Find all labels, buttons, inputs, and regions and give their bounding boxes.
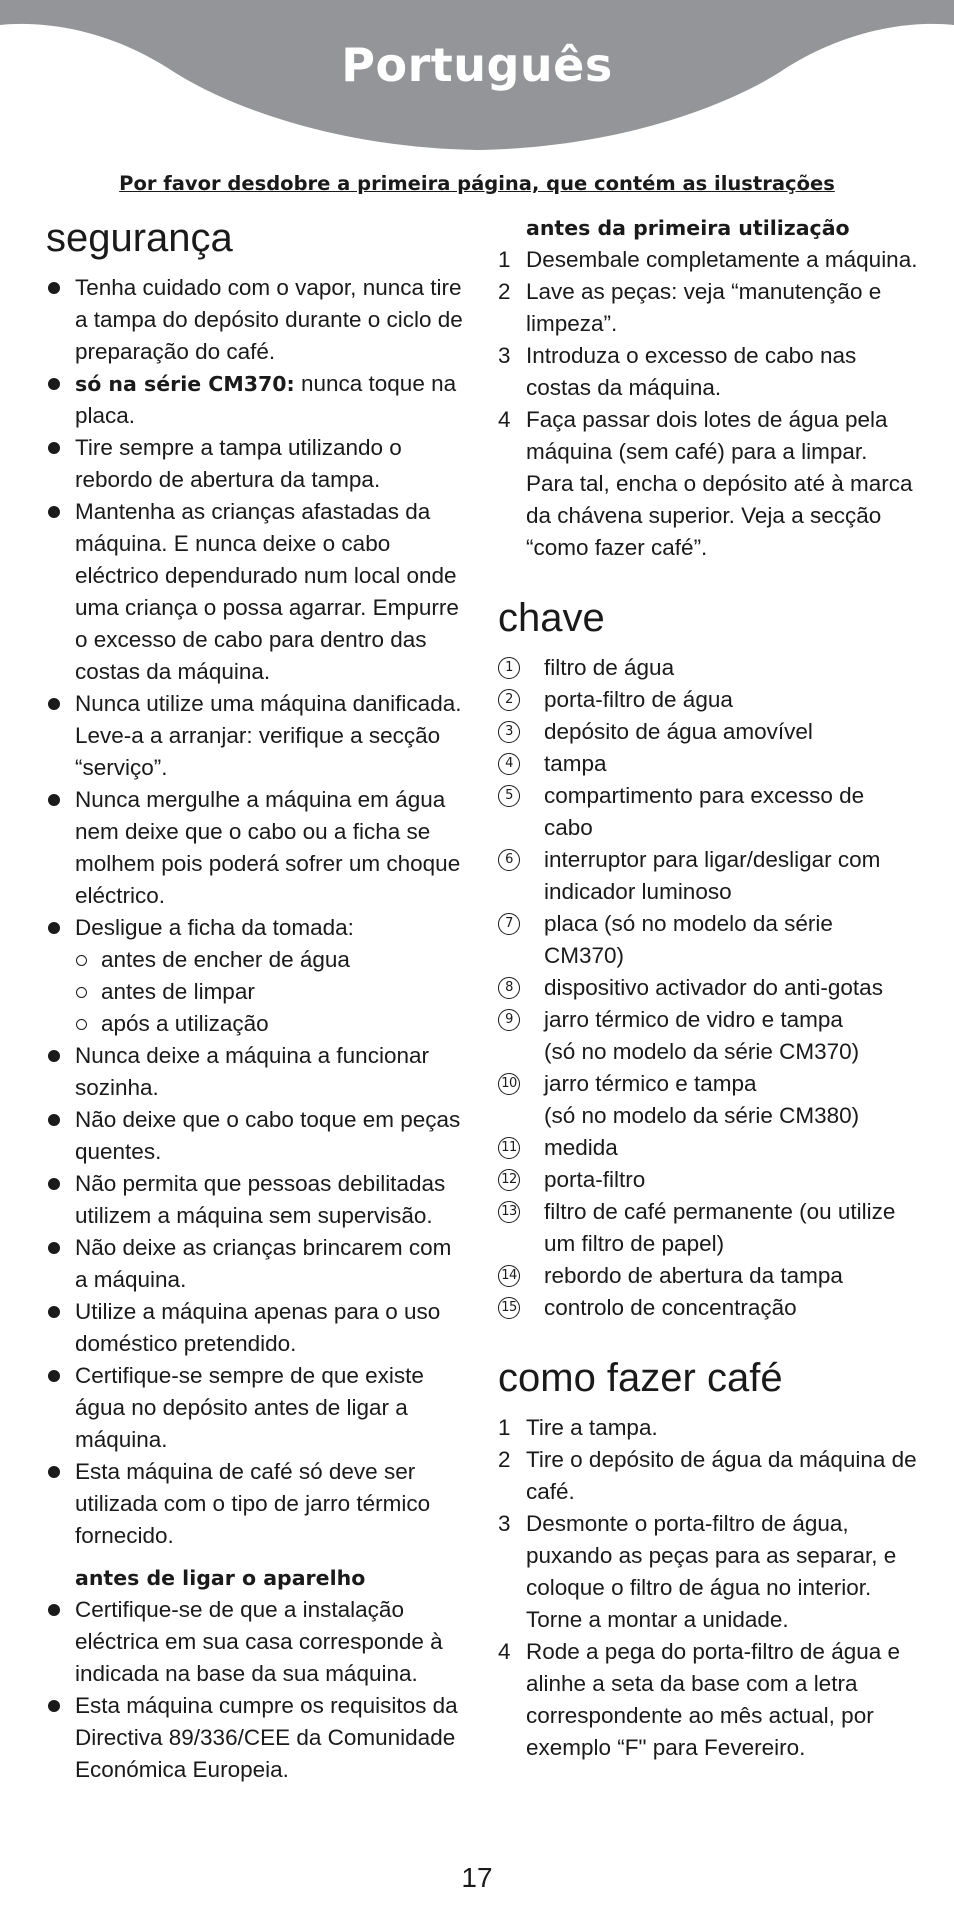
bullet-icon — [48, 506, 60, 518]
bullet-icon — [48, 378, 60, 390]
step-item: 3 Desmonte o porta-filtro de água, puxando as peças para as separar, e coloque o filtro de água no interior. Torne a montar a unidade. — [498, 1511, 897, 1632]
bullet-icon — [48, 1242, 60, 1254]
circled-number-icon: 11 — [498, 1137, 520, 1159]
bullet-icon — [48, 922, 60, 934]
list-item: Nunca deixe a máquina a funcionar sozinha. — [46, 1040, 466, 1104]
key-item: 10 jarro térmico e tampa (só no modelo da série CM380) — [498, 1068, 918, 1132]
key-item: 9 jarro térmico de vidro e tampa (só no modelo da série CM370) — [498, 1004, 918, 1068]
step-item: 1 Tire a tampa. — [498, 1415, 658, 1440]
subheading-primeira-utilizacao: antes da primeira utilização — [526, 216, 850, 240]
bullet-icon — [48, 698, 60, 710]
circled-number-icon: 13 — [498, 1201, 520, 1223]
bold-lead: só na série CM370: — [75, 372, 295, 396]
first-use-steps — [498, 244, 918, 564]
list-item: Tire sempre a tampa utilizando o rebordo de abertura da tampa. — [46, 432, 466, 496]
list-item: Esta máquina cumpre os requisitos da Directiva 89/336/CEE da Comunidade Económica Europeia. — [46, 1690, 466, 1786]
step-item: 1 Desembale completamente a máquina. — [498, 247, 918, 272]
list-item: Esta máquina de café só deve ser utilizada com o tipo de jarro térmico fornecido. — [46, 1456, 466, 1552]
key-item: 5 compartimento para excesso de cabo — [498, 780, 918, 844]
list-item: Certifique-se de que a instalação eléctrica em sua casa corresponde à indicada na base da sua máquina. — [46, 1594, 466, 1690]
circle-bullet-icon — [76, 1019, 87, 1030]
circled-number-icon: 3 — [498, 721, 520, 743]
circled-number-icon: 14 — [498, 1265, 520, 1287]
key-item: 12 porta-filtro — [498, 1164, 918, 1196]
circled-number-icon: 9 — [498, 1009, 520, 1031]
bullet-icon — [48, 1050, 60, 1062]
sub-list-item: após a utilização — [75, 1008, 466, 1040]
list-item: Nunca utilize uma máquina danificada. Leve-a a arranjar: verifique a secção “serviço”. — [46, 688, 466, 784]
list-item: Desligue a ficha da tomada: antes de encher de água antes de limpar após a utilização — [46, 912, 466, 1040]
sub-list-item: antes de encher de água — [75, 944, 466, 976]
list-item: Mantenha as crianças afastadas da máquina. E nunca deixe o cabo eléctrico dependurado num local onde uma criança o possa agarrar. Empurre o excesso de cabo para dentro das costas da máquina. — [46, 496, 466, 688]
circled-number-icon: 8 — [498, 977, 520, 999]
sub-list-item: antes de limpar — [75, 976, 466, 1008]
bullet-icon — [48, 1306, 60, 1318]
list-item: Não permita que pessoas debilitadas utilizem a máquina sem supervisão. — [46, 1168, 466, 1232]
list-item: Tenha cuidado com o vapor, nunca tire a tampa do depósito durante o ciclo de preparação do café. — [46, 272, 466, 368]
circled-number-icon: 12 — [498, 1169, 520, 1191]
bullet-icon — [48, 1604, 60, 1616]
key-item: 8 dispositivo activador do anti-gotas — [498, 972, 918, 1004]
step-item: 4 Rode a pega do porta-filtro de água e alinhe a seta da base com a letra correspondente ao mês actual, por exemplo “F" para Fevereiro. — [498, 1639, 901, 1760]
key-item: 4 tampa — [498, 748, 918, 780]
header-band — [0, 0, 954, 160]
bullet-icon — [48, 1178, 60, 1190]
step-item: 4 Faça passar dois lotes de água pela máquina (sem café) para a limpar. Para tal, encha o depósito até à marca da chávena superior. Veja a secção “como fazer café”. — [498, 407, 913, 560]
brewing-steps — [498, 1412, 918, 1764]
before-connecting-list — [46, 1594, 466, 1786]
step-item: 2 Lave as peças: veja “manutenção e limpeza”. — [498, 279, 882, 336]
section-heading-chave: chave — [498, 596, 605, 640]
safety-list — [46, 272, 466, 1552]
subheading-antes-de-ligar: antes de ligar o aparelho — [75, 1566, 366, 1590]
key-item: 7 placa (só no modelo da série CM370) — [498, 908, 918, 972]
list-item: só na série CM370: nunca toque na placa. — [46, 368, 466, 432]
section-heading-como-fazer-cafe: como fazer café — [498, 1356, 783, 1400]
bullet-icon — [48, 1466, 60, 1478]
bullet-icon — [48, 794, 60, 806]
bullet-icon — [48, 1370, 60, 1382]
circle-bullet-icon — [76, 987, 87, 998]
circled-number-icon: 7 — [498, 913, 520, 935]
bullet-icon — [48, 282, 60, 294]
bullet-icon — [48, 442, 60, 454]
circled-number-icon: 4 — [498, 753, 520, 775]
key-item: 3 depósito de água amovível — [498, 716, 918, 748]
subtitle: Por favor desdobre a primeira página, que contém as ilustrações — [119, 172, 835, 195]
bullet-icon — [48, 1114, 60, 1126]
circle-bullet-icon — [76, 955, 87, 966]
key-item: 6 interruptor para ligar/desligar com indicador luminoso — [498, 844, 918, 908]
key-item: 11 medida — [498, 1132, 918, 1164]
bullet-icon — [48, 1700, 60, 1712]
left-column — [46, 212, 466, 1786]
key-item: 13 filtro de café permanente (ou utilize um filtro de papel) — [498, 1196, 918, 1260]
list-item: Não deixe que o cabo toque em peças quentes. — [46, 1104, 466, 1168]
list-item: Não deixe as crianças brincarem com a máquina. — [46, 1232, 466, 1296]
circled-number-icon: 10 — [498, 1073, 520, 1095]
circled-number-icon: 2 — [498, 689, 520, 711]
key-item: 1 filtro de água — [498, 652, 918, 684]
unplug-sublist — [75, 944, 466, 1040]
list-item: Utilize a máquina apenas para o uso doméstico pretendido. — [46, 1296, 466, 1360]
page-title: Português — [341, 38, 613, 92]
section-heading-seguranca: segurança — [46, 216, 233, 260]
circled-number-icon: 5 — [498, 785, 520, 807]
right-column — [498, 212, 918, 1764]
circled-number-icon: 15 — [498, 1297, 520, 1319]
step-item: 3 Introduza o excesso de cabo nas costas da máquina. — [498, 343, 857, 400]
circled-number-icon: 6 — [498, 849, 520, 871]
key-item: 15 controlo de concentração — [498, 1292, 918, 1324]
page-number: 17 — [461, 1862, 493, 1893]
parts-key-list — [498, 652, 918, 1324]
list-item: Nunca mergulhe a máquina em água nem deixe que o cabo ou a ficha se molhem pois poderá sofrer um choque eléctrico. — [46, 784, 466, 912]
step-item: 2 Tire o depósito de água da máquina de café. — [498, 1447, 917, 1504]
list-item: Certifique-se sempre de que existe água no depósito antes de ligar a máquina. — [46, 1360, 466, 1456]
circled-number-icon: 1 — [498, 657, 520, 679]
key-item: 14 rebordo de abertura da tampa — [498, 1260, 918, 1292]
key-item: 2 porta-filtro de água — [498, 684, 918, 716]
